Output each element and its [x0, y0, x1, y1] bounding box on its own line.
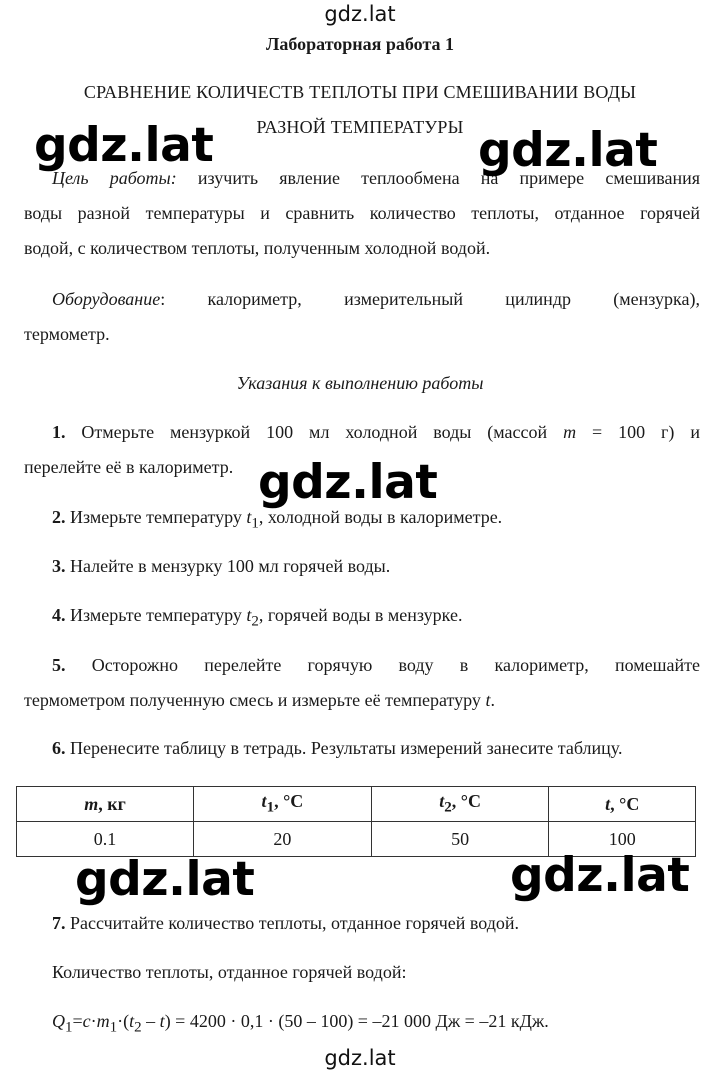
step-7-text: Рассчитайте количество теплоты, отданное горячей водой.	[65, 913, 520, 933]
header-t1	[194, 787, 372, 822]
watermark-4: gdz.lat	[75, 852, 255, 907]
step-7	[24, 913, 720, 934]
topic-line-2: РАЗНОЙ ТЕМПЕРАТУРЫ	[256, 117, 464, 137]
header-t	[549, 787, 696, 822]
header-t-var: t	[605, 793, 611, 814]
formula-m-sub: 1	[109, 1019, 118, 1036]
step-2-number: 2.	[52, 507, 66, 527]
cell-t: 100	[549, 822, 696, 857]
watermark-2: gdz.lat	[478, 123, 658, 178]
watermark-1: gdz.lat	[34, 118, 214, 173]
goal-text-1: изучить явление теплообмена на примере смешивания	[176, 168, 700, 188]
formula-t2-sub: 2	[134, 1019, 142, 1036]
step-5-text-2a: термометром полученную смесь и измерьте её температуру	[24, 690, 486, 710]
step-1-text-a: Отмерьте мензуркой 100 мл холодной воды (массой	[65, 422, 564, 442]
step-5-text-2b: .	[490, 690, 495, 710]
step-4-var: t	[246, 605, 252, 625]
header-t2-var: t	[439, 791, 445, 812]
step-2-text-a: Измерьте температуру	[65, 507, 247, 527]
equipment-text-1: : калориметр, измерительный цилиндр (мензурка),	[160, 289, 700, 309]
step-2-text-b: , холодной воды в калориметре.	[258, 507, 503, 527]
heat-label: Количество теплоты, отданное горячей водой:	[52, 962, 407, 982]
site-label-bottom: gdz.lat	[324, 1046, 396, 1070]
formula-t2: t	[129, 1011, 135, 1031]
watermark-5: gdz.lat	[510, 848, 690, 903]
step-3-text: Налейте в мензурку 100 мл горячей воды.	[65, 556, 391, 576]
formula-q-sub: 1	[65, 1019, 73, 1036]
step-1-line-2: перелейте её в калориметр.	[24, 457, 234, 477]
formula-paren: ·(	[117, 1011, 130, 1031]
step-4-text-b: , горячей воды в мензурке.	[258, 605, 463, 625]
step-5-text-1: Осторожно перелейте горячую воду в калориметр, помешайте	[65, 655, 700, 675]
formula-minus: –	[141, 1011, 160, 1031]
step-4-sub: 2	[251, 613, 259, 630]
step-1-line-1	[24, 422, 700, 443]
equipment-line-1	[24, 289, 700, 310]
step-3	[24, 556, 720, 577]
formula-m: m	[96, 1011, 110, 1031]
cell-t1: 20	[194, 822, 372, 857]
header-t2-sub: 2	[444, 799, 452, 816]
header-m-var: m	[84, 793, 99, 814]
step-6-text: Перенесите таблицу в тетрадь. Результаты измерений занесите таблицу.	[65, 738, 623, 758]
header-m-unit: , кг	[98, 793, 126, 814]
step-4-number: 4.	[52, 605, 66, 625]
cell-t2: 50	[371, 822, 549, 857]
step-4-text-a: Измерьте температуру	[65, 605, 247, 625]
instructions-heading: Указания к выполнению работы	[236, 373, 484, 393]
header-m	[17, 787, 194, 822]
cell-m: 0.1	[17, 822, 194, 857]
lab-title: Лабораторная работа 1	[265, 34, 455, 54]
step-2-sub: 1	[251, 515, 259, 532]
goal-line-2: воды разной температуры и сравнить количество теплоты, отданное горячей	[24, 203, 700, 223]
watermark-3: gdz.lat	[258, 455, 438, 510]
header-t2-unit: , °C	[451, 791, 481, 812]
step-5-line-1	[24, 655, 700, 676]
topic-line-1: СРАВНЕНИЕ КОЛИЧЕСТВ ТЕПЛОТЫ ПРИ СМЕШИВАНИИ ВОДЫ	[83, 82, 637, 102]
step-6-number: 6.	[52, 738, 66, 758]
table-header-row	[17, 787, 696, 822]
header-t1-sub: 1	[266, 799, 275, 816]
goal-label: Цель работы:	[52, 168, 177, 188]
step-2	[24, 507, 720, 533]
heat-formula	[24, 1011, 720, 1037]
step-1-number: 1.	[52, 422, 66, 442]
step-2-var: t	[246, 507, 252, 527]
step-1-var: m	[563, 422, 577, 442]
step-5-number: 5.	[52, 655, 66, 675]
formula-c: c	[82, 1011, 91, 1031]
equipment-label: Оборудование	[52, 289, 161, 309]
step-3-number: 3.	[52, 556, 66, 576]
goal-line-3: водой, с количеством теплоты, полученным холодной водой.	[24, 238, 491, 258]
header-t1-var: t	[261, 791, 267, 812]
formula-eq: =	[72, 1011, 83, 1031]
step-5-line-2	[24, 690, 700, 711]
site-label-top: gdz.lat	[324, 2, 396, 26]
results-table	[16, 786, 696, 857]
header-t1-unit: , °C	[274, 791, 304, 812]
equipment-line-2: термометр.	[24, 324, 110, 344]
step-5-var: t	[485, 690, 491, 710]
formula-dot: ·	[90, 1011, 97, 1031]
header-t2	[371, 787, 549, 822]
header-t-unit: , °C	[610, 793, 640, 814]
formula-rest: ) = 4200 · 0,1 · (50 – 100) = –21 000 Дж = –21 кДж.	[164, 1011, 549, 1031]
step-7-number: 7.	[52, 913, 66, 933]
step-1-text-b: = 100 г) и	[576, 422, 700, 442]
step-6	[24, 738, 720, 759]
step-4	[24, 605, 720, 631]
formula-t: t	[159, 1011, 165, 1031]
formula-q: Q	[52, 1011, 65, 1031]
